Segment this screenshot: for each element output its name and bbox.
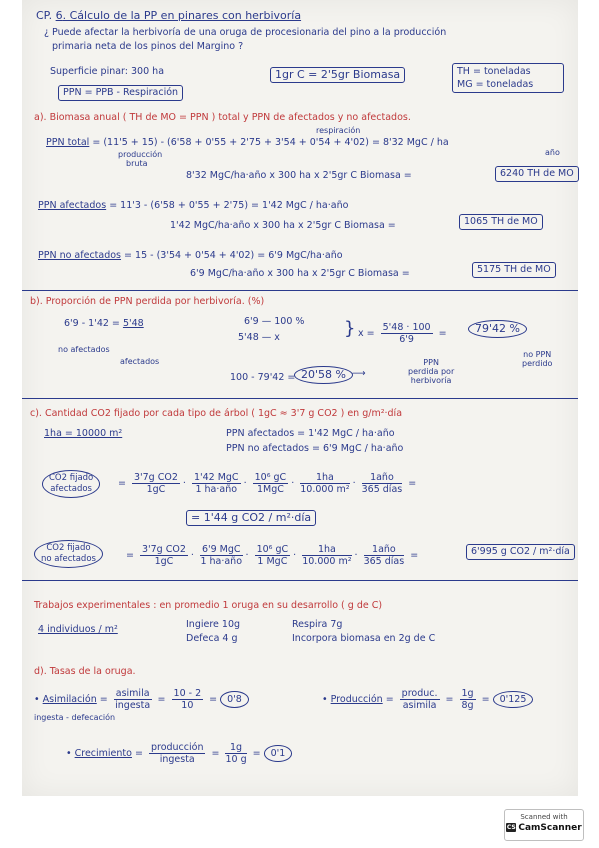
term-den: 1 ha·año <box>200 556 243 567</box>
scanner-brand-text: CamScanner <box>518 823 582 833</box>
units-legend-box <box>452 63 564 93</box>
divider-b-c <box>22 398 578 399</box>
frac-den: asimila <box>402 700 437 711</box>
respire-text: Respira 7g <box>292 619 343 630</box>
frac-den: 10 g <box>225 754 247 765</box>
co2-noaf-term <box>140 544 188 567</box>
ppn-no-afectados-label: PPN no afectados <box>38 250 122 261</box>
frac-num: 10 - 2 <box>173 688 202 699</box>
ppn-diff <box>64 318 144 330</box>
conversion-box: 1gr C = 2'5gr Biomasa <box>270 67 405 83</box>
co2-afectados-result: = 1'44 g CO2 / m²·día <box>186 510 316 526</box>
divider-a-b <box>22 290 578 291</box>
ingest-text: Ingiere 10g <box>186 619 241 630</box>
ppn-afectados-label: PPN afectados <box>38 200 107 211</box>
assimilation-result: 0'8 <box>220 691 249 708</box>
ppn-total-label: PPN total <box>46 137 90 148</box>
assimilation-rate: • Asimilación = $\frac{\text{asimila}}{\text{ingesta}}$ = $\frac{10 - 2}{10}$ = 0'8 <box>34 688 249 711</box>
term-den: 365 días <box>363 556 405 567</box>
arrow-symbol: ⟶ <box>352 368 366 379</box>
respire-incorporate-group <box>292 618 435 646</box>
pct-note-3: herbivoría <box>410 376 452 385</box>
section-d-heading: d). Tasas de la oruga. <box>34 666 136 677</box>
co2-afectados-label <box>42 470 100 498</box>
frac-num: 1g <box>461 688 474 699</box>
x-numerator: 5'48 · 100 <box>382 322 431 333</box>
term-num: 1año <box>362 472 403 484</box>
assimilation-sub: ingesta - defecación <box>34 713 116 722</box>
co2-no-afectados-label <box>34 540 103 568</box>
hectare-definition: 1ha = 10000 m² <box>44 428 123 439</box>
scanner-top-text: Scanned with <box>520 813 568 821</box>
co2-noaf-term <box>200 544 243 567</box>
section-b-heading: b). Proporción de PPN perdida por herbivoría. (%) <box>30 296 265 307</box>
ppn-no-afectados-line <box>38 250 343 262</box>
gross-production-note <box>118 150 162 168</box>
co2-no-afectados-formula: = $\frac{\text{3'7g CO2}}{1gC}$ · $\frac{\text{6'9 MgC}}{\text{1 ha·año}}$ · $\frac{\text{10⁶ gC}}{\text{1 MgC}}$ · $\frac{1ha}{\text{10.000 m²}}$ · $\frac{\text{1año}}{\text{365 días}}$ = <box>126 544 419 567</box>
assimilation-label: Asimilación <box>42 694 97 705</box>
ppn-no-afectados-ref: PPN no afectados = 6'9 MgC / ha·año <box>226 443 404 454</box>
x-fraction <box>381 322 433 345</box>
frac-den: ingesta <box>115 700 151 711</box>
ppn-afectados-answer: 1065 TH de MO <box>459 214 543 230</box>
ppn-afectados-ref: PPN afectados = 1'42 MgC / ha·año <box>226 428 395 439</box>
camscanner-badge <box>504 809 584 841</box>
growth-frac-1 <box>149 742 206 765</box>
ppn-afectados-line <box>38 200 348 212</box>
co2-af-term <box>132 472 180 495</box>
ppn-no-afectados-answer: 5175 TH de MO <box>472 262 556 278</box>
density-text: 4 individuos / m² <box>38 624 118 635</box>
co2-af-label-1: CO2 fijado <box>49 473 94 483</box>
question-line-2: primaria neta de los pinos del Margino ? <box>52 41 244 52</box>
frac-den: 10 <box>181 700 194 711</box>
divider-c-exp <box>22 580 578 581</box>
section-c-heading: c). Cantidad CO2 fijado por cada tipo de árbol ( 1gC ≈ 3'7 g CO2 ) en g/m²·día <box>30 408 403 419</box>
x-result: 79'42 % <box>468 320 527 338</box>
co2-no-afectados-result: 6'995 g CO2 / m²·día <box>466 544 575 560</box>
assimilation-frac-1 <box>114 688 152 711</box>
x-note-2: perdido <box>522 359 553 368</box>
growth-label: Crecimiento <box>74 748 132 759</box>
term-num: 1año <box>364 544 405 556</box>
gross-note-1: producción <box>118 150 163 159</box>
pct-note-2: perdida por <box>408 367 455 376</box>
incorporate-text: Incorpora biomasa en 2g de C <box>292 633 436 644</box>
rule-three-1: 6'9 — 100 % <box>244 316 305 327</box>
frac-num: asimila <box>115 688 150 699</box>
ingest-defecate-group <box>186 618 240 646</box>
gross-note-2: bruta <box>126 159 148 168</box>
co2-noaf-label-1: CO2 fijado <box>46 543 91 553</box>
legend-th: TH = toneladas <box>457 66 531 77</box>
page-title <box>36 10 301 22</box>
term-num: 10⁶ gC <box>256 544 289 555</box>
term-num: 3'7g CO2 <box>141 544 186 555</box>
ppn-lost-note <box>408 358 454 385</box>
co2-af-term <box>192 472 241 495</box>
ppn-afectados-calc: 1'42 MgC/ha·año x 300 ha x 2'5gr C Biomasa = <box>170 220 396 231</box>
x-label: x = <box>358 328 375 339</box>
ppn-total-calc: 8'32 MgC/ha·año x 300 ha x 2'5gr C Biomasa = <box>186 170 412 181</box>
co2-noaf-term <box>364 544 405 567</box>
title-number: 6 <box>55 9 63 22</box>
defecate-text: Defeca 4 g <box>186 633 238 644</box>
scanner-brand <box>505 823 583 833</box>
ppn-total-unit: año <box>545 148 560 157</box>
co2-noaf-term <box>302 544 351 567</box>
growth-rate: • Crecimiento = $\frac{\text{producción}}{\text{ingesta}}$ = $\frac{1g}{10 g}$ = 0'1 <box>66 742 292 765</box>
frac-num: producción <box>150 742 204 753</box>
term-den: 1gC <box>146 484 166 495</box>
ppn-no-afectados-calc: 6'9 MgC/ha·año x 300 ha x 2'5gr C Biomasa = <box>190 268 410 279</box>
ppn-diff-result: 5'48 <box>122 318 144 329</box>
co2-af-term <box>300 472 349 495</box>
no-ppn-lost-note <box>522 350 552 368</box>
x-calc: x = $\frac{5'48 \cdot 100}{6'9}$ = <box>358 322 447 345</box>
term-den: 365 días <box>361 484 403 495</box>
camscanner-icon: CS <box>506 824 516 831</box>
frac-num: produc. <box>401 688 438 699</box>
co2-noaf-term <box>255 544 291 567</box>
section-a-heading: a). Biomasa anual ( TH de MO = PPN ) total y PPN de afectados y no afectados. <box>34 112 411 123</box>
legend-mg: MG = toneladas <box>457 79 534 90</box>
question-line-1: ¿ Puede afectar la herbivoría de una oruga de procesionaria del pino a la producción <box>44 27 447 38</box>
assimilation-frac-2 <box>172 688 204 711</box>
ppn-definition-box: PPN = PPB - Respiración <box>58 85 183 101</box>
rule-three-2: 5'48 — x <box>238 332 280 343</box>
title-text: . Cálculo de la PP en pinares con herbivoría <box>62 9 302 22</box>
ppn-no-afectados-formula: = 15 - (3'54 + 0'54 + 4'02) = 6'9 MgC/ha·año <box>124 250 343 261</box>
term-den: 1MgC <box>256 484 284 495</box>
surface-text: Superficie pinar: 300 ha <box>50 66 165 77</box>
term-den: 10.000 m² <box>300 484 350 495</box>
pct-calc: 100 - 79'42 = <box>230 372 296 383</box>
term-num: 6'9 MgC <box>201 544 241 555</box>
brace-symbol: } <box>344 318 356 339</box>
ppn-afectados-formula: = 11'3 - (6'58 + 0'55 + 2'75) = 1'42 MgC / ha·año <box>109 200 349 211</box>
x-denominator: 6'9 <box>399 334 414 345</box>
note-no-afectados: no afectados <box>58 345 110 354</box>
term-den: 1 ha·año <box>195 484 238 495</box>
ppn-total-result: = 8'32 MgC / ha <box>371 137 449 148</box>
ppn-total-line <box>46 137 449 149</box>
term-num: 1ha <box>302 544 351 556</box>
term-den: 1gC <box>154 556 174 567</box>
frac-num: 1g <box>225 742 246 754</box>
x-note-1: no PPN <box>523 350 552 359</box>
co2-afectados-formula: = $\frac{\text{3'7g CO2}}{1gC}$ · $\frac{\text{1'42 MgC}}{\text{1 ha·año}}$ · $\frac{\text{10⁶ gC}}{\text{1MgC}}$ · $\frac{1ha}{\text{10.000 m²}}$ · $\frac{\text{1año}}{\text{365 días}}$ = <box>118 472 417 495</box>
co2-noaf-label-2: no afectados <box>41 554 96 564</box>
production-frac-2 <box>460 688 476 711</box>
ppn-total-resp: - (6'58 + 0'55 + 2'75 + 3'54 + 0'54 + 4'02) <box>160 137 369 148</box>
co2-af-label-2: afectados <box>50 484 92 494</box>
co2-af-term <box>362 472 403 495</box>
production-rate: • Producción = $\frac{\text{produc.}}{\text{asimila}}$ = $\frac{1g}{8g}$ = 0'125 <box>322 688 533 711</box>
respiration-label: respiración <box>316 126 361 135</box>
term-den: 10.000 m² <box>302 556 352 567</box>
term-num: 10⁶ gC <box>254 472 287 483</box>
term-den: 1 MgC <box>257 556 288 567</box>
term-num: 1'42 MgC <box>193 472 239 483</box>
title-prefix: CP. <box>36 9 53 22</box>
co2-af-term <box>253 472 289 495</box>
term-num: 3'7g CO2 <box>133 472 178 483</box>
pct-result: 20'58 % <box>294 366 353 384</box>
frac-den: ingesta <box>159 754 195 765</box>
pct-note-1: PPN <box>423 358 439 367</box>
note-afectados: afectados <box>120 357 160 366</box>
term-num: 1ha <box>300 472 349 484</box>
ppn-total-answer: 6240 TH de MO <box>495 166 579 182</box>
ppn-total-gross: = (11'5 + 15) <box>92 137 158 148</box>
ppn-diff-expr: 6'9 - 1'42 = <box>64 318 120 329</box>
growth-result: 0'1 <box>264 745 293 762</box>
frac-den: 8g <box>461 700 474 711</box>
growth-frac-2 <box>225 742 246 765</box>
experimental-heading: Trabajos experimentales : en promedio 1 oruga en su desarrollo ( g de C) <box>34 600 383 611</box>
production-frac-1 <box>400 688 440 711</box>
production-label: Producción <box>330 694 383 705</box>
production-result: 0'125 <box>493 691 534 708</box>
